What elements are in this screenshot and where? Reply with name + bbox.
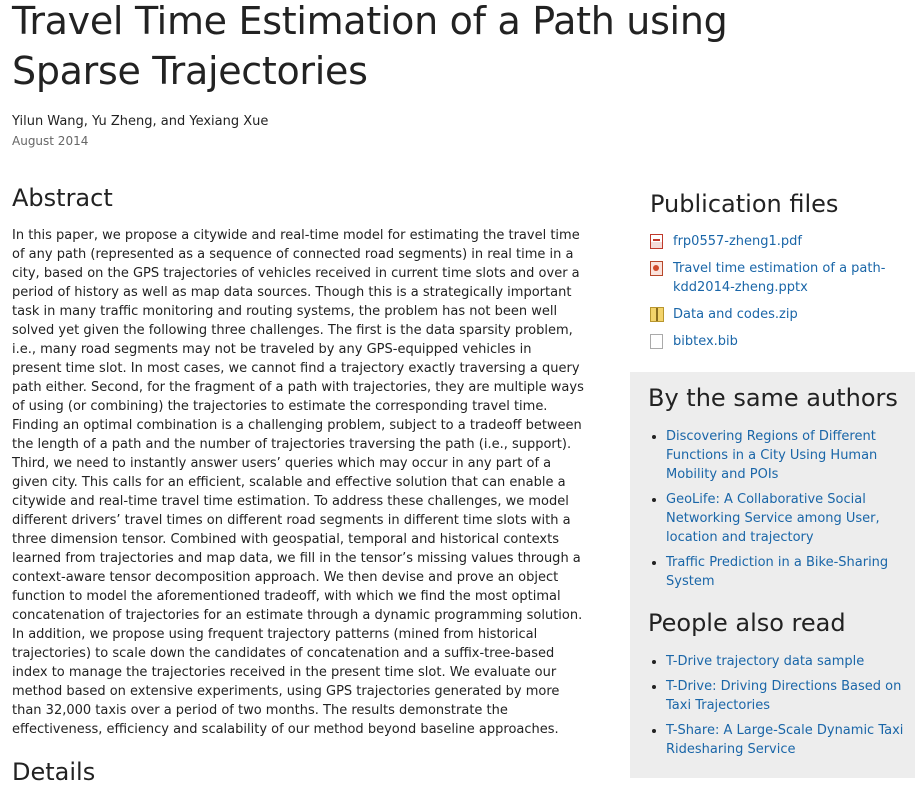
same-authors-heading: By the same authors — [648, 384, 898, 412]
file-link-bib[interactable]: bibtex.bib — [673, 334, 738, 349]
publication-files-heading: Publication files — [650, 190, 839, 218]
file-item — [650, 305, 905, 324]
list-item — [666, 677, 910, 715]
authors: Yilun Wang, Yu Zheng, and Yexiang Xue — [12, 114, 269, 129]
same-authors-link[interactable]: GeoLife: A Collaborative Social Networking Service among User, location and trajectory — [666, 492, 880, 545]
zip-file-icon — [650, 307, 664, 322]
also-read-link[interactable]: T-Drive trajectory data sample — [666, 654, 865, 669]
list-item — [666, 652, 910, 671]
file-link-zip[interactable]: Data and codes.zip — [673, 307, 798, 322]
file-item — [650, 259, 905, 297]
abstract-text: In this paper, we propose a citywide and real-time model for estimating the travel time of any path (represented as a sequence of connected road segments) in real time in a city, based on the GPS trajectories of vehicles received in current time slots and over a period of history as well as map data sources. Though this is a strategically important task in many traffic monitoring and routing systems, the problem has not been well solved yet given the following three challenges. The first is the data sparsity problem, i.e., many road segments may not be traveled by any GPS-equipped vehicles in present time slot. In most cases, we cannot find a trajectory exactly traversing a query path either. Second, for the fragment of a path with trajectories, they are multiple ways of using (or combining) the trajectories to estimate the corresponding travel time. Finding an optimal combination is a challenging problem, subject to a tradeoff between the length of a path and the number of trajectories traversing the path (i.e., support). Third, we need to instantly answer users’ queries which may occur in any part of a given city. This calls for an efficient, scalable and effective solution that can enable a citywide and real-time travel time estimation. To address these challenges, we model different drivers’ travel times on different road segments in different time slots with a three dimension tensor. Combined with geospatial, temporal and historical contexts learned from trajectories and map data, we fill in the tensor’s missing values through a context-aware tensor decomposition approach. We then devise and prove an object function to model the aforementioned tradeoff, with which we find the most optimal concatenation of trajectories for an estimate through a dynamic programming solution. In addition, we propose using frequent trajectory patterns (mined from historical trajectories) to scale down the candidates of concatenation and a suffix-tree-based index to manage the trajectories received in the present time slot. We evaluate our method based on extensive experiments, using GPS trajectories generated by more than 32,000 taxis over a period of two months. The results demonstrate the effectiveness, efficiency and scalability of our method beyond baseline approaches. — [12, 228, 584, 737]
people-also-read-heading: People also read — [648, 609, 846, 637]
pptx-file-icon — [650, 261, 663, 276]
publication-date: August 2014 — [12, 134, 89, 148]
list-item — [666, 721, 910, 759]
file-link-pdf[interactable]: frp0557-zheng1.pdf — [673, 234, 802, 249]
abstract-heading: Abstract — [12, 184, 113, 212]
pdf-file-icon — [650, 234, 663, 249]
same-authors-list — [648, 427, 910, 597]
page-title: Travel Time Estimation of a Path using Sparse Trajectories — [12, 0, 728, 93]
people-also-read-list — [648, 652, 910, 765]
list-item — [666, 553, 910, 591]
details-heading: Details — [12, 758, 96, 786]
file-item — [650, 232, 905, 251]
same-authors-link[interactable]: Discovering Regions of Different Functions in a City Using Human Mobility and POIs — [666, 429, 878, 482]
file-link-pptx[interactable]: Travel time estimation of a path-kdd2014-zheng.pptx — [673, 261, 886, 295]
file-item — [650, 332, 905, 351]
list-item — [666, 427, 910, 484]
bib-file-icon — [650, 334, 663, 349]
list-item — [666, 490, 910, 547]
publication-files-list — [650, 232, 905, 359]
also-read-link[interactable]: T-Share: A Large-Scale Dynamic Taxi Ridesharing Service — [666, 723, 904, 757]
also-read-link[interactable]: T-Drive: Driving Directions Based on Taxi Trajectories — [666, 679, 902, 713]
same-authors-link[interactable]: Traffic Prediction in a Bike-Sharing System — [666, 555, 889, 589]
